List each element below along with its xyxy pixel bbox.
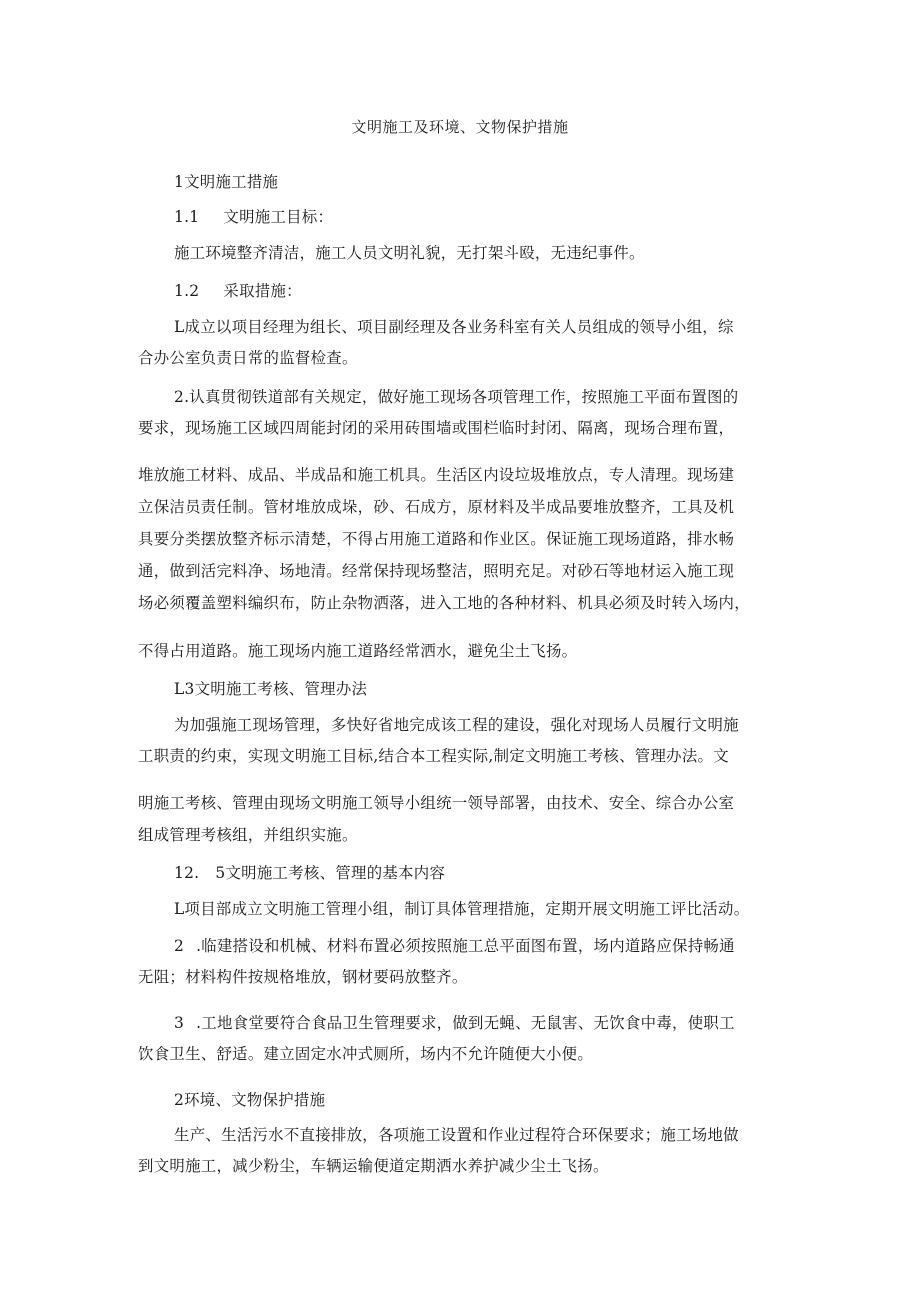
section-1-3-line-3: 明施工考核、管理由现场文明施工领导小组统一领导部署，由技术、安全、综合办公室 <box>138 794 735 812</box>
section-2-line-2: 到文明施工，减少粉尘，车辆运输便道定期洒水养护减少尘土飞扬。 <box>138 1157 609 1175</box>
item-2-line-5: 具要分类摆放整齐标示清楚，不得占用施工道路和作业区。保证施工现场道路，排水畅 <box>138 530 735 548</box>
document-title: 文明施工及环境、文物保护措施 <box>351 118 569 136</box>
section-1-heading: 1文明施工措施 <box>174 173 279 191</box>
section-1-5-heading <box>174 862 445 884</box>
content-item-3-number: 3 <box>174 1014 185 1032</box>
content-item-2-number: 2 <box>174 937 185 955</box>
item-2-line-8: 不得占用道路。施工现场内施工道路经常洒水，避免尘土飞扬。 <box>138 642 578 660</box>
item-2-line-2: 要求，现场施工区域四周能封闭的采用砖围墙或围栏临时封闭、隔离，现场合理布置， <box>138 419 735 437</box>
content-item-3-text: .工地食堂要符合食品卫生管理要求，做到无蝇、无鼠害、无饮食中毒，使职工 <box>196 1014 735 1032</box>
item-1-line-1: L成立以项目经理为组长、项目副经理及各业务科室有关人员组成的领导小组，综 <box>174 318 734 336</box>
item-2-line-6: 通，做到活完料净、场地清。经常保持现场整洁，照明充足。对砂石等地材运入施工现 <box>138 562 735 580</box>
section-1-5-title: 5文明施工考核、管理的基本内容 <box>215 864 446 882</box>
content-item-2-text: .临建搭设和机械、材料布置必须按照施工总平面图布置，场内道路应保持畅通 <box>196 937 735 955</box>
section-2-line-1: 生产、生活污水不直接排放，各项施工设置和作业过程符合环保要求；施工场地做 <box>174 1126 739 1144</box>
item-2-line-3: 堆放施工材料、成品、半成品和施工机具。生活区内设垃圾堆放点，专人清理。现场建 <box>138 466 735 484</box>
section-1-1-number: 1.1 <box>174 208 200 226</box>
item-2-line-4: 立保洁员责任制。管材堆放成垛，砂、石成方，原材料及半成品要堆放整齐，工具及机 <box>138 498 735 516</box>
section-1-2-heading <box>174 280 302 302</box>
section-1-3-line-4: 组成管理考核组，并组织实施。 <box>138 826 358 844</box>
item-2-line-7: 场必须覆盖塑料编织布，防止杂物洒落，进入工地的各种材料、机具必须及时转入场内， <box>138 594 750 612</box>
section-1-3-heading: L3文明施工考核、管理办法 <box>174 680 368 698</box>
content-item-2-line-1 <box>174 935 735 957</box>
section-1-3-line-2: 工职责的约束，实现文明施工目标,结合本工程实际,制定文明施工考核、管理办法。文 <box>138 747 729 765</box>
content-item-2-line-2: 无阻；材料构件按规格堆放，钢材要码放整齐。 <box>138 968 468 986</box>
section-1-5-number: 12. <box>174 864 200 882</box>
section-1-3-line-1: 为加强施工现场管理，多快好省地完成该工程的建设，强化对现场人员履行文明施 <box>174 716 739 734</box>
section-2-heading: 2环境、文物保护措施 <box>174 1091 326 1109</box>
section-1-1-heading <box>174 206 333 228</box>
item-2-line-1: 2.认真贯彻铁道部有关规定，做好施工现场各项管理工作，按照施工平面布置图的 <box>174 388 739 406</box>
section-1-2-title: 采取措施： <box>223 282 302 300</box>
content-item-3-line-2: 饮食卫生、舒适。建立固定水冲式厕所，场内不允许随便大小便。 <box>138 1045 594 1063</box>
section-1-2-number: 1.2 <box>174 282 200 300</box>
section-1-1-title: 文明施工目标： <box>223 208 334 226</box>
section-1-1-body: 施工环境整齐清洁，施工人员文明礼貌，无打架斗殴，无违纪事件。 <box>174 244 645 262</box>
item-1-line-2: 合办公室负责日常的监督检查。 <box>138 349 358 367</box>
content-item-3-line-1 <box>174 1012 735 1034</box>
content-item-1: L项目部成立文明施工管理小组，制订具体管理措施，定期开展文明施工评比活动。 <box>174 900 750 918</box>
